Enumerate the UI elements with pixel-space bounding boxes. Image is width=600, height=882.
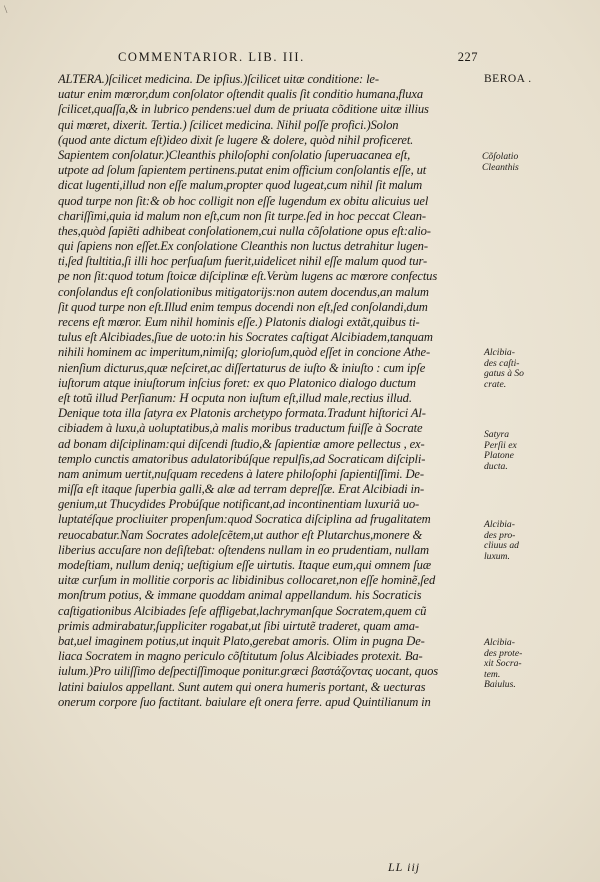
text-line: templo cunctis amatoribus adulatoribúſque repulſis,ad Socraticam diſcipli-	[58, 451, 426, 466]
page-number: 227	[457, 50, 478, 64]
text-line: (quod ante dictum eſt)ideo dixit ſe lugere & dolere, quòd nihil proficeret.	[58, 132, 414, 147]
text-line: chariſſimi,quia id malum non eſt,cum non ſit turpe.ſed in hoc peccat Clean-	[58, 208, 426, 223]
text-line: luptatéſque procliuiter propenſum:quod Socratica diſciplina ad frugalitatem	[58, 512, 431, 527]
main-text-column	[58, 72, 470, 710]
margin-note-line: xit Socra-	[484, 658, 522, 669]
text-line: modeſtiam, nullum deniq; ueſtigium eſſe uirtutis. Itaque eum,qui omnem ſuæ	[58, 558, 431, 572]
margin-note-consolatio	[482, 152, 590, 173]
text-line: ad bonam diſciplinam:qui diſcendi ſtudio,& ſapientiæ amore pellectus , ex-	[58, 436, 425, 451]
margin-note-line: luxum.	[484, 550, 510, 562]
text-line: qui mœret, dixerit. Tertia.) ſcilicet medicina. Nihil poſſe profici.)Solon	[58, 117, 399, 132]
margin-note-line: Platone	[484, 450, 514, 461]
text-line: Sapientem conſolatur.)Cleanthis philoſophi conſolatio ſuperuacanea eſt,	[58, 147, 411, 162]
text-line: monſtrum potius, & immane quoddam animal appellandum. his Socraticis	[58, 588, 422, 603]
text-line: latini baiulos appellant. Sunt autem qui onera humeris portant, & uecturas	[58, 679, 426, 694]
margin-note-line: Cõſolatio	[482, 151, 519, 162]
corner-mark: \	[4, 2, 8, 16]
text-line: ſit quod turpe non eſt.Illud enim tempus docendi non eſt,ſed conſolandi,dum	[58, 299, 428, 314]
margin-note-line: Baiulus.	[484, 679, 516, 690]
margin-note-line: Alcibia-	[484, 519, 515, 530]
text-line: reuocabatur.Nam Socrates adoleſcẽtem,ut author eſt Plutarchus,monere &	[58, 527, 423, 542]
text-line: nienſium dicturus,quæ neſciret,ac diſſertaturus de iuſto & iniuſto : cum ipſe	[58, 360, 426, 375]
margin-note-line: gatus à So	[484, 368, 524, 379]
text-line: thes,quòd ſapiẽti adhibeat conſolationem,cui nulla cõſolatione opus eſt:alio-	[58, 223, 431, 238]
text-line: onerum corpore ſuo factitant. baiulare eſt onera ferre. apud Quintilianum in	[58, 694, 431, 709]
text-line: caſtigationibus Alcibiades ſeſe affligebat,lachrymanſque Socratem,quem cũ	[58, 603, 427, 618]
text-line: dicat lugenti,illud non eſſe malum,propter quod lugeat,cum nihil ſit malum	[58, 178, 423, 193]
signature-mark: LL iij	[388, 860, 421, 874]
text-line: iulum.)Pro uiliſſimo deſpectiſſimoque ponitur.græci βαστάζοντας uocant, quos	[58, 664, 439, 679]
margin-note-line: Perſii ex	[484, 439, 517, 451]
margin-note-line: des caſti-	[484, 357, 520, 369]
text-line: quod turpe non ſit:& ob hoc colligit non eſſe lugendum ex obitu alicuius uel	[58, 193, 429, 208]
margin-note-line: des pro-	[484, 529, 516, 541]
margin-note-line: Cleanthis	[482, 161, 519, 173]
text-line: eſt totũ illud Perſianum: H ocputa non iuſtum eſt,illud male,rectius illud.	[58, 390, 412, 405]
text-line: ſcilicet,quaſſa,& in lubrico pendens:uel dum de priuata cõditione uitæ illius	[58, 102, 429, 117]
text-line: Denique tota illa ſatyra ex Platonis archetypo formata.Tradunt hiſtorici Al-	[58, 406, 426, 421]
text-line: uatur enim mœror,dum conſolator oſtendit qualis ſit conditio humana,fluxa	[58, 87, 423, 102]
text-line: liaca Socratem in magno periculo cõſtitutum ſolus Alcibiades protexit. Ba-	[58, 649, 423, 664]
text-line: liberius accuſare non deſiſtebat: oſtendens nullam in eo prudentiam, nullam	[58, 542, 429, 557]
margin-note-satyra	[484, 430, 592, 472]
margin-note-line: Alcibia-	[484, 347, 515, 358]
margin-note-line: cliuus ad	[484, 540, 519, 551]
margin-note-line: crate.	[484, 378, 507, 390]
text-line: utpote ad ſolum ſapientem pertinens.putat enim officium conſolantis eſſe, ut	[58, 163, 427, 178]
margin-note-line: des prote-	[484, 647, 523, 659]
text-line: pe non ſit:quod totum ſtoicæ diſciplinæ eſt.Verùm lugens ac mœrore confectus	[58, 269, 438, 284]
text-line: genium,ut Thucydides Probúſque notificant,ad incontinentiam luxuriâ uo-	[58, 497, 420, 512]
margin-note-line: Satyra	[484, 429, 510, 440]
text-line: nihili hominem ac imperitum,nimiſq; glorioſum,quòd eſſet in concione Athe-	[58, 345, 431, 360]
text-line: ALTERA.)ſcilicet medicina. De ipſius.)ſcilicet uitæ conditione: le-	[58, 72, 379, 86]
text-line: iuſtorum atque iniuſtorum inſcius foret: ex quo Platonico dialogo ductum	[58, 375, 416, 390]
margin-note-line: ducta.	[484, 460, 508, 472]
margin-note-line: tem.	[484, 668, 501, 680]
text-line: bat,uel imaginem potius,ut inquit Plato,gerebat amoris. Olim in pugna De-	[58, 633, 425, 648]
text-line: nam animum uertit,nuſquam recedens à latere philoſophi ſapientiſſimi. De-	[58, 466, 424, 481]
margin-note-line: Alcibia-	[484, 637, 515, 648]
margin-note-line: BEROA .	[484, 73, 532, 85]
text-line: ti,ſed ſtultitia,ſi illi hoc perſuaſum fuerit,uidelicet nihil eſſe malum quod tur-	[58, 254, 428, 269]
text-line: uitæ curſum in mollitie corporis ac libidinibus collocaret,non eſſe hominẽ,ſed	[58, 573, 436, 588]
margin-note-beroa	[484, 74, 592, 85]
margin-note-alcibiades-castigatus	[484, 348, 592, 390]
running-title: COMMENTARIOR. LIB. III.	[118, 50, 305, 64]
text-line: tulus eſt Alcibiades,ſiue de uoto:in his Socrates caſtigat Alcibiadem,tanquam	[58, 330, 433, 345]
margin-note-alcibiades-protexit	[484, 638, 592, 691]
text-line: qui ſapiens non eſſet.Ex conſolatione Cleanthis non luctus detrahitur lugen-	[58, 239, 428, 254]
running-header	[118, 50, 478, 65]
text-line: miſſa eſt itaque ſuperbia galli,& alæ ad terram depreſſæ. Erat Alcibiadi in-	[58, 482, 425, 497]
text-line: primis admirabatur,ſuppliciter rogabat,ut ſibi uirtutẽ traderet, quam ama-	[58, 618, 419, 633]
signature-mark-wrap	[360, 858, 480, 876]
text-line: conſolandus eſt conſolationibus mitigatorijs:non autem docendus,an malum	[58, 284, 429, 299]
text-line: recens eſt mœror. Eum nihil hominis eſſe.) Platonis dialogi extãt,quibus ti-	[58, 315, 420, 329]
margin-note-alcibiades-proclivus	[484, 520, 592, 562]
text-line: cibiadem à luxu,à uoluptatibus,à malis moribus traductum fuiſſe à Socrate	[58, 421, 423, 436]
